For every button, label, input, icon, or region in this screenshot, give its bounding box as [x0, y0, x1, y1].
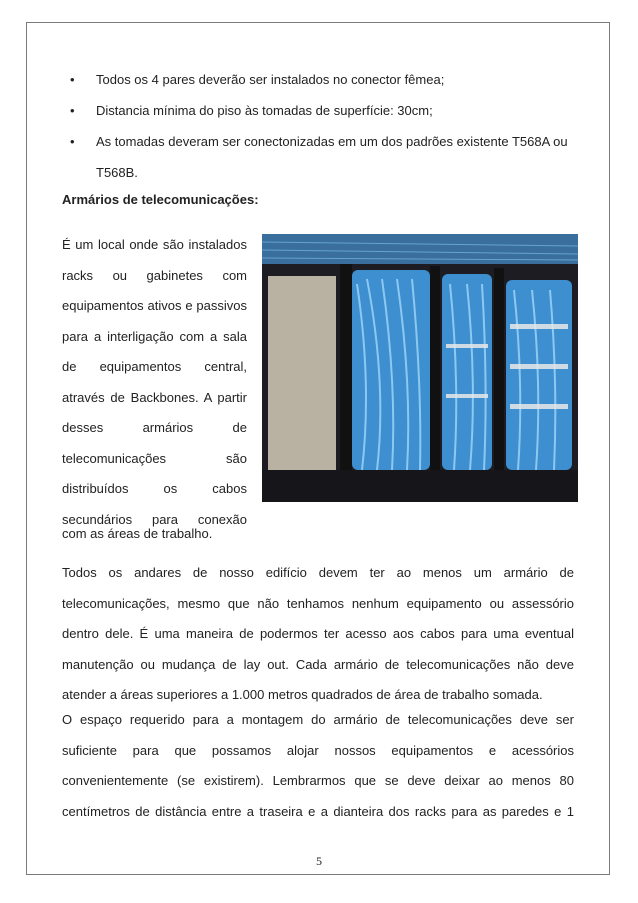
paragraph-2: O espaço requerido para a montagem do armário de telecomunicações deve ser suficiente para que possamos alojar nossos equipamentos e acessórios convenientemente (se existirem). Lembrarmos que se deve deixar ao menos 80 centímetros de distância entre a traseira e a dianteira dos racks para as paredes e 1 — [62, 712, 574, 819]
bullet-item: • As tomadas deveram ser conectonizadas em um dos padrões existente T568A ou T568B. — [60, 126, 580, 188]
paragraph-1: Todos os andares de nosso edifício devem ter ao menos um armário de telecomunicações, mesmo que não tenhamos nenhum equipamento ou assessório dentro dele. É uma maneira de podermos ter acesso aos cabos para uma eventual manutenção ou mudança de lay out. Cada armário de telecomunicações não deve atender a áreas superiores a 1.000 metros quadrados de área de trabalho somada. — [62, 565, 574, 702]
side-paragraph-last-line: com as áreas de trabalho. — [62, 526, 213, 541]
bullet-list — [60, 64, 580, 188]
server-rack-photo — [262, 234, 578, 502]
section-heading: Armários de telecomunicações: — [62, 192, 259, 207]
side-paragraph: É um local onde são instalados racks ou gabinetes com equipamentos ativos e passivos para a interligação com a sala de equipamentos central, através de Backbones. A partir desses armários de telecomunicações são distribuídos os cabos secundários para conexão — [62, 237, 247, 527]
bullet-item: • Distancia mínima do piso às tomadas de superfície: 30cm; — [60, 95, 580, 126]
page-number: 5 — [316, 854, 322, 868]
bullet-item: • Todos os 4 pares deverão ser instalados no conector fêmea; — [60, 64, 580, 95]
